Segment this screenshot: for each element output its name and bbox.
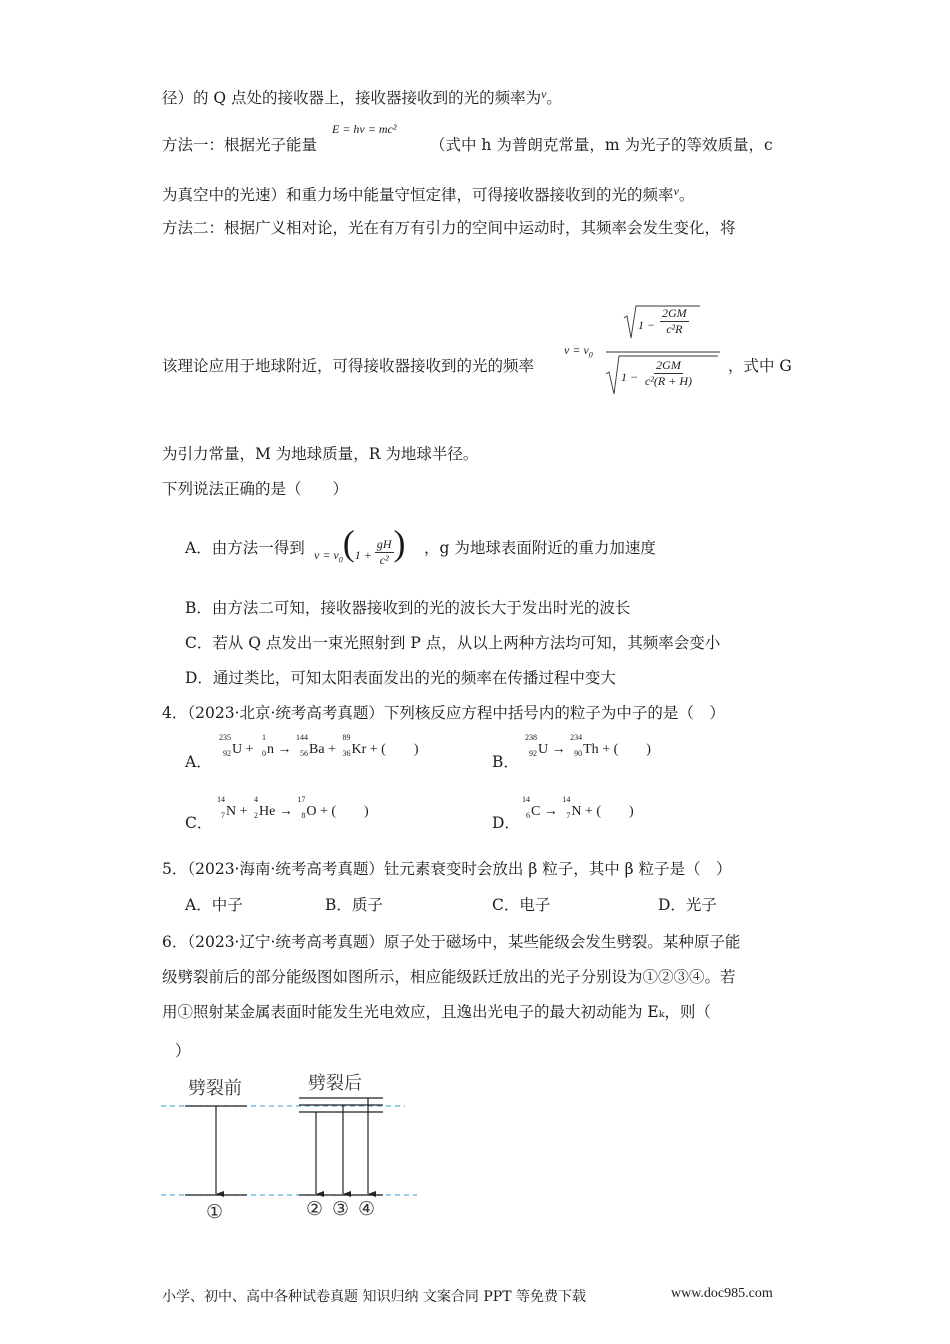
text-line: ，式中 G xyxy=(728,357,792,375)
method-one-note: （式中 h 为普朗克常量，m 为光子的等效质量，c xyxy=(430,136,773,154)
q4-option-d-equation: 14 6 C → 14 7 N + ( ) xyxy=(522,795,634,820)
option-b: B．由方法二可知，接收器接收到的光的波长大于发出时光的波长 xyxy=(185,599,631,617)
option-c: C．若从 Q 点发出一束光照射到 P 点，从以上两种方法均可知，其频率会变小 xyxy=(185,634,721,652)
q5-option-a: A．中子 xyxy=(185,896,243,914)
question-6-line: 用①照射某金属表面时能发生光电效应，且逸出光电子的最大初动能为 Eₖ，则（ xyxy=(162,1003,711,1021)
photon-label-2: ② xyxy=(306,1198,324,1220)
option-a-tail: ，g 为地球表面附近的重力加速度 xyxy=(424,539,656,557)
question-4-stem: 4．（2023·北京·统考高考真题）下列核反应方程中括号内的粒子为中子的是（ ） xyxy=(162,704,725,722)
q5-option-d: D．光子 xyxy=(658,896,717,914)
photon-energy-formula: E = hν = mc² xyxy=(332,122,397,136)
footer-text: 小学、初中、高中各种试卷真题 知识归纳 文案合同 PPT 等免费下载 xyxy=(162,1289,586,1305)
after-label: 劈裂后 xyxy=(308,1073,362,1094)
footer-site-link[interactable]: www.doc985.com xyxy=(671,1286,773,1301)
text-line: 为真空中的光速）和重力场中能量守恒定律，可得接收器接收到的光的频率$^\nu$。 xyxy=(162,184,695,204)
gravitational-redshift-formula: $\nu = \nu_0$ 1 − $\frac{2GM}{\text{c²R}}$ 1 − $\frac{2GM}{\text{c²(R + H)}}$ xyxy=(562,302,722,402)
text-line: 为引力常量，M 为地球质量，R 为地球半径。 xyxy=(162,445,479,463)
question-6-line: 级劈裂前后的部分能级图如图所示，相应能级跃迁放出的光子分别设为①②③④。若 xyxy=(162,968,736,986)
before-label: 劈裂前 xyxy=(188,1078,242,1099)
q4-option-c-equation: 14 7 N + 4 2 He → 17 8 O + ( ) xyxy=(217,795,369,820)
option-a: A．由方法一得到 xyxy=(185,539,305,557)
option-a-formula: $\nu = \nu_0(1$ + $\frac{gH}{\text{c²}}$ ) xyxy=(314,523,406,567)
question-6-line: 6．（2023·辽宁·统考高考真题）原子处于磁场中，某些能级会发生劈裂。某种原子能 xyxy=(162,933,741,951)
method-two-line: 方法二：根据广义相对论，光在有万有引力的空间中运动时，其频率会发生变化，将 xyxy=(162,219,736,237)
q4-option-c-label: C． xyxy=(185,814,213,832)
q4-option-d-label: D． xyxy=(492,814,520,832)
page-footer xyxy=(162,1286,773,1306)
q4-option-b-equation: 238 92 U → 234 90 Th + ( ) xyxy=(525,733,651,758)
question-6-line: ） xyxy=(175,1042,191,1060)
question-stem: 下列说法正确的是（ ） xyxy=(162,480,349,498)
text-line: 径）的 Q 点处的接收器上，接收器接收到的光的频率为$^\nu$。 xyxy=(162,87,562,107)
energy-level-diagram xyxy=(155,1070,425,1230)
method-one-line: 方法一：根据光子能量 xyxy=(162,136,318,154)
text-line: 该理论应用于地球附近，可得接收器接收到的光的频率 xyxy=(162,357,535,375)
q4-option-a-equation: 235 92 U + 1 0 n → 144 56 Ba + 89 36 Kr + ( ) xyxy=(219,733,419,758)
photon-label-3: ③ xyxy=(332,1198,350,1220)
q5-option-c: C．电子 xyxy=(492,896,551,914)
q4-option-b-label: B． xyxy=(492,753,519,771)
option-d: D．通过类比，可知太阳表面发出的光的频率在传播过程中变大 xyxy=(185,669,616,687)
photon-label-4: ④ xyxy=(358,1198,376,1220)
photon-label-1: ① xyxy=(206,1201,224,1223)
q4-option-a-label: A． xyxy=(185,753,212,771)
q5-option-b: B．质子 xyxy=(325,896,383,914)
question-5-stem: 5．（2023·海南·统考高考真题）钍元素衰变时会放出 β 粒子，其中 β 粒子是（ ） xyxy=(162,860,732,878)
